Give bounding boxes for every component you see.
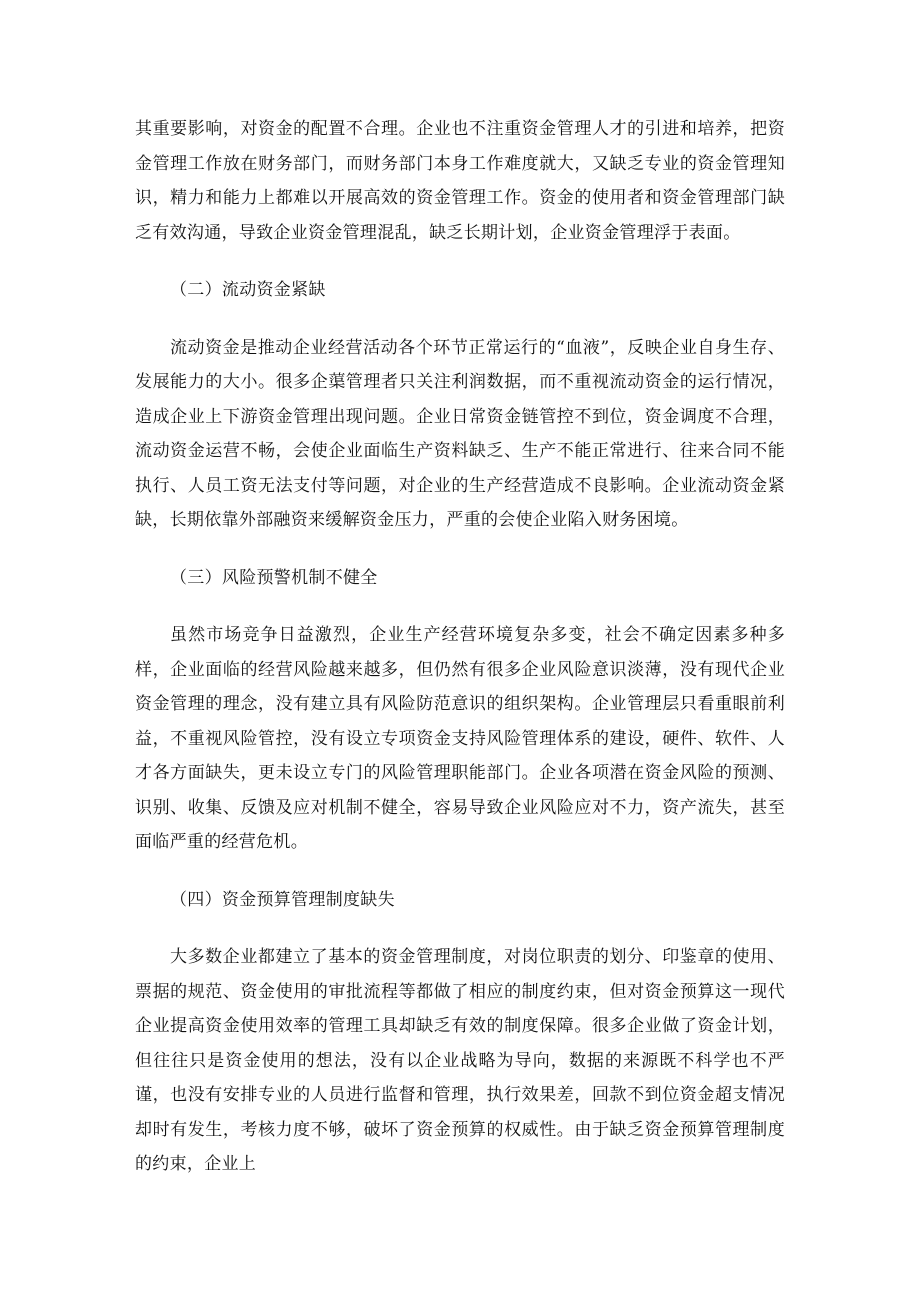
- paragraph-budget-management: 大多数企业都建立了基本的资金管理制度，对岗位职责的划分、印鉴章的使用、票据的规范、资金使用的审批流程等都做了相应的制度约束，但对资金预算这一现代企业提高资金使用效率的管理工具却缺乏有效的制度保障。很多企业做了资金计划，但往往只是资金使用的想法，没有以企业战略为导向，数据的来源既不科学也不严谨，也没有安排专业的人员进行监督和管理，执行效果差，回款不到位资金超支情况却时有发生，考核力度不够，破坏了资金预算的权威性。由于缺乏资金预算管理制度的约束，企业上: [135, 947, 785, 1174]
- paragraph-gap: [135, 308, 785, 331]
- paragraph-gap: [135, 595, 785, 618]
- document-body: [135, 112, 785, 1182]
- paragraph-risk-warning: 虽然市场竞争日益激烈，企业生产经营环境复杂多变，社会不确定因素多种多样，企业面临的经营风险越来越多，但仍然有很多企业风险意识淡薄，没有现代企业资金管理的理念，没有建立具有风险防范意识的组织架构。企业管理层只看重眼前利益，不重视风险管控，没有设立专项资金支持风险管理体系的建设，硬件、软件、人才各方面缺失，更未设立专门的风险管理职能部门。企业各项潜在资金风险的预测、识别、收集、反馈及应对机制不健全，容易导致企业风险应对不力，资产流失，甚至面临严重的经营危机。: [135, 625, 785, 852]
- section-heading-3: （三）风险预警机制不健全: [170, 567, 378, 588]
- section-heading-4: （四）资金预算管理制度缺失: [170, 889, 395, 910]
- section-heading-2: （二）流动资金紧缺: [170, 280, 326, 300]
- paragraph-gap: [135, 917, 785, 940]
- paragraph-gap: [135, 250, 785, 273]
- paragraph-capital-management-continued: 其重要影响，对资金的配置不合理。企业也不注重资金管理人才的引进和培养，把资金管理工作放在财务部门，而财务部门本身工作难度就大，又缺乏专业的资金管理知识，精力和能力上都难以开展高效的资金管理工作。资金的使用者和资金管理部门缺乏有效沟通，导致企业资金管理混乱，缺乏长期计划，企业资金管理浮于表面。: [135, 119, 785, 243]
- paragraph-gap: [135, 538, 785, 561]
- paragraph-gap: [135, 860, 785, 883]
- paragraph-working-capital: 流动资金是推动企业经营活动各个环节正常运行的“血液”，反映企业自身生存、发展能力的大小。很多企蕖管理者只关注利润数据，而不重视流动资金的运行情况，造成企业上下游资金管理出现问题。企业日常资金链管控不到位，资金调度不合理，流动资金运营不畅，会使企业面临生产资料缺乏、生产不能正常进行、往来合同不能执行、人员工资无法支付等问题，对企业的生产经营造成不良影响。企业流动资金紧缺，长期依靠外部融资来缓解资金压力，严重的会使企业陷入财务困境。: [135, 337, 785, 530]
